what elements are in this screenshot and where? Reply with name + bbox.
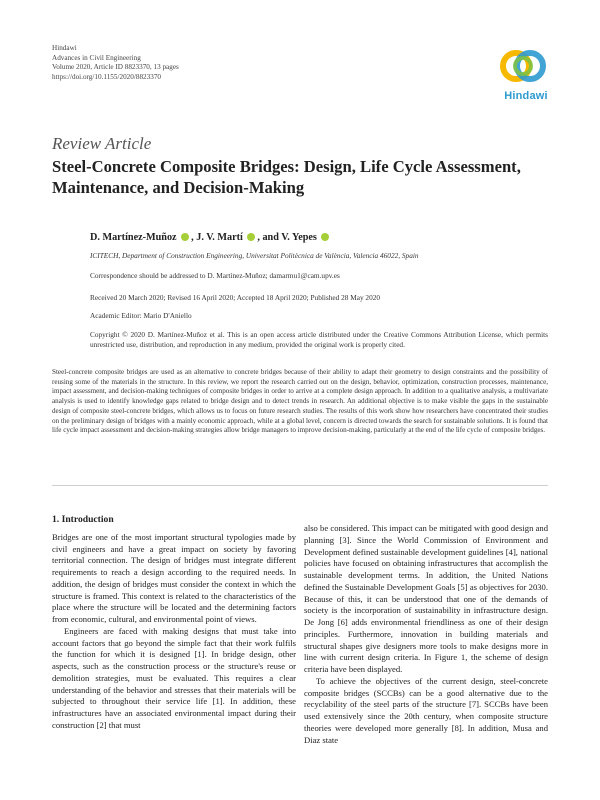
publisher-name: Hindawi (52, 44, 77, 52)
orcid-icon[interactable] (181, 233, 189, 241)
journal-name: Advances in Civil Engineering (52, 53, 141, 62)
orcid-icon[interactable] (247, 233, 255, 241)
author-list (90, 232, 331, 243)
affiliation: ICITECH, Department of Construction Engineering, Universitat Politècnica de València, Valencia 46022, Spain (90, 251, 419, 260)
body-paragraph: Bridges are one of the most important structural typologies made by civil engineers and have a great impact on society by favoring territorial connection. The design of bridges must integrate different requirements to reach a design according to the required needs. In addition, the design of bridges must consider the context in which the structure is framed. This context is related to the characteristics of the place where the structure will be located and the determining factors from economic, cultural, and environmental point of views. (52, 531, 296, 624)
orcid-icon[interactable] (321, 233, 329, 241)
doi-link[interactable]: https://doi.org/10.1155/2020/8823370 (52, 72, 162, 81)
article-title: Steel-Concrete Composite Bridges: Design, Life Cycle Assessment, Maintenance, and Decision-Making (52, 157, 521, 197)
logo-wordmark: Hindawi (504, 90, 548, 102)
author-separator: , (191, 232, 194, 243)
body-paragraph: also be considered. This impact can be mitigated with good design and planning [3]. Since the World Commission of Environment and Development defined sustainable development guidelines [4], national policies have focused on obtaining infrastructures that accomplish the sustainable development terms. In addition, the United Nations defined the Sustainable Development Goals [5] as objectives for 2030. Because of this, it can be understood that one of the demands of society is the incorporation of sustainability in infrastructure design. De Jong [6] adds environmental friendliness as one of their design principles. Furthermore, innovation in building materials and structural shapes give designers more tools to make designs more in line with current design criteria. In Figure 1, the scheme of design criteria have been displayed. (304, 523, 548, 674)
author-name[interactable]: and V. Yepes (262, 232, 317, 243)
correspondence: Correspondence should be addressed to D. Martínez-Muñoz; damarmu1@cam.upv.es (90, 271, 340, 280)
body-column-left (52, 514, 296, 732)
body-paragraph: To achieve the objectives of the current design, steel-concrete composite bridges (SCCBs) can be a good alternative due to the recyclability of the steel parts of the structure [7]. SCCBs have been used extensively since the 20th century, when composite structure theories were developed more generally [8]. In addition, Musa and Diaz state (304, 675, 548, 745)
academic-editor: Academic Editor: Mario D'Aniello (90, 311, 192, 320)
publication-dates: Received 20 March 2020; Revised 16 April 2020; Accepted 18 April 2020; Published 28 May 2020 (90, 293, 381, 302)
abstract: Steel-concrete composite bridges are used as an alternative to concrete bridges because of their ability to adapt their geometry to design constraints and the possibility of reusing some of the materials in the structure. In this review, we report the research carried out on the design, behavior, optimization, construction processes, maintenance, impact assessment, and decision-making techniques of composite bridges in order to arrive at a complete design approach. In addition to a qualitative analysis, a multivariate analysis is used to identify knowledge gaps related to bridge design and to detect trends in research. An additional objective is to make visible the gaps in the sustainable design of composite steel-concrete bridges, which allows us to focus on future research studies. The results of this work show how researchers have concentrated their studies on the preliminary design of bridges with a mainly economic approach, while at a global level, concern is directed towards the search for sustainable solutions. It is found that life cycle impact assessment and decision-making strategies allow bridge managers to improve decision-making, particularly at the end of the life cycle of composite bridges. (52, 368, 548, 435)
copyright-notice: Copyright © 2020 D. Martínez-Muñoz et al. This is an open access article distributed under the Creative Commons Attribution License, which permits unrestricted use, distribution, and reproduction in any medium, provided the original work is properly cited. (90, 330, 548, 349)
author-name[interactable]: J. V. Martí (196, 232, 243, 243)
volume-info: Volume 2020, Article ID 8823370, 13 pages (52, 63, 179, 72)
body-paragraph: Engineers are faced with making designs that must take into account factors that go beyond the simple fact that their work fulfils the function for which it is designed [1]. In bridge design, other aspects, such as the construction process or the structure's reuse or demolition strategies, must be evaluated. This requires a clear understanding of the behavior and stresses that their materials will be subjected to throughout their service life [1]. In addition, these infrastructures have an associated environmental impact during their construction [2] that must (52, 625, 296, 730)
section-heading: 1. Introduction (52, 514, 114, 525)
author-separator: , (257, 232, 260, 243)
author-name[interactable]: D. Martínez-Muñoz (90, 232, 177, 243)
journal-meta (52, 44, 179, 82)
body-column-right (304, 523, 548, 746)
section-divider (52, 485, 548, 486)
article-type: Review Article (52, 134, 152, 153)
